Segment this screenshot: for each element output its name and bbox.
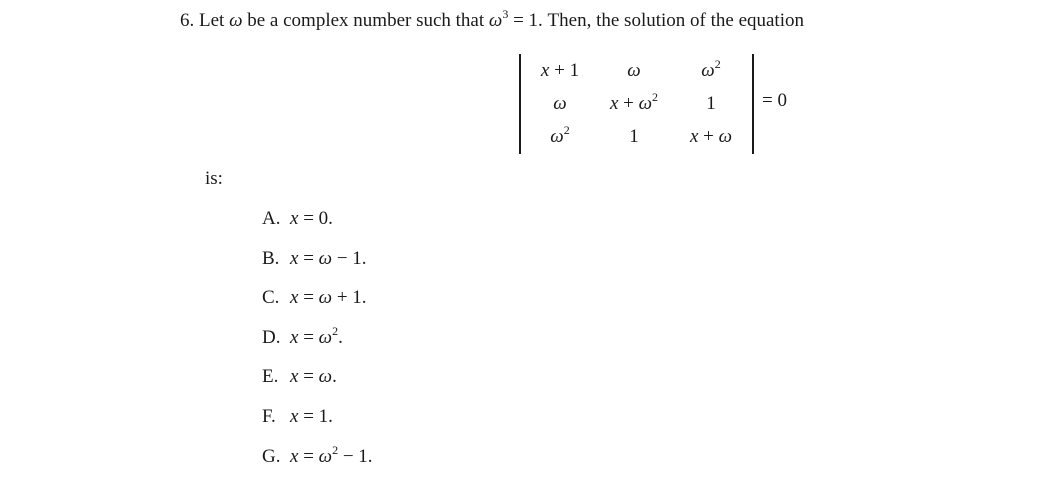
matrix-cell-r3c2: 1 <box>629 126 639 147</box>
option-expression: x = ω − 1. <box>290 248 367 269</box>
option-expression: $x = \omega^2 - 1$. <box>290 442 373 467</box>
option-e <box>262 366 337 388</box>
option-label: G. <box>262 446 281 467</box>
option-label: D. <box>262 327 281 348</box>
option-expression: x = 1. <box>290 406 333 427</box>
matrix-cell-r1c1: x + 1 <box>540 60 580 81</box>
option-label: F. <box>262 406 276 427</box>
matrix-cell-r2c2: $x + \omega^2$ <box>609 89 659 114</box>
option-g <box>262 442 373 468</box>
determinant-left-bar <box>519 54 521 154</box>
omega-symbol: ω <box>229 10 243 31</box>
matrix-cell-r2c3: 1 <box>706 93 716 114</box>
option-expression: x = ω + 1. <box>290 287 367 308</box>
option-label: B. <box>262 248 280 269</box>
option-d <box>262 323 343 349</box>
option-label: C. <box>262 287 280 308</box>
option-expression: x = 0. <box>290 208 333 229</box>
option-expression: x = ω. <box>290 366 337 387</box>
question-prefix: Let <box>199 10 225 31</box>
option-label: E. <box>262 366 279 387</box>
option-c <box>262 287 367 309</box>
option-expression: $x = \omega^2$. <box>290 323 343 348</box>
option-b <box>262 248 367 270</box>
matrix-cell-r2c1: ω <box>553 93 567 114</box>
condition-exponent: 3 <box>502 6 509 21</box>
condition <box>488 6 509 31</box>
condition-rhs: = 1. <box>513 10 543 31</box>
option-label: A. <box>262 208 281 229</box>
question-mid: be a complex number such that <box>247 10 485 31</box>
matrix-cell-r3c3: x + ω <box>689 126 733 147</box>
matrix-cell-r1c2: ω <box>627 60 641 81</box>
question-number: 6. <box>180 10 195 31</box>
question-text <box>180 6 804 32</box>
question-trailing-text: is: <box>205 168 223 189</box>
question-suffix: Then, the solution of the equation <box>547 10 804 31</box>
option-f <box>262 406 333 428</box>
condition-base: ω <box>488 10 503 31</box>
determinant-right-bar <box>752 54 754 154</box>
matrix-cell-r3c1: $\omega^2$ <box>550 122 570 147</box>
option-a <box>262 208 333 230</box>
determinant-equals: = 0 <box>762 90 787 111</box>
matrix-cell-r1c3: $\omega^2$ <box>701 56 721 81</box>
determinant-equation <box>519 50 839 156</box>
